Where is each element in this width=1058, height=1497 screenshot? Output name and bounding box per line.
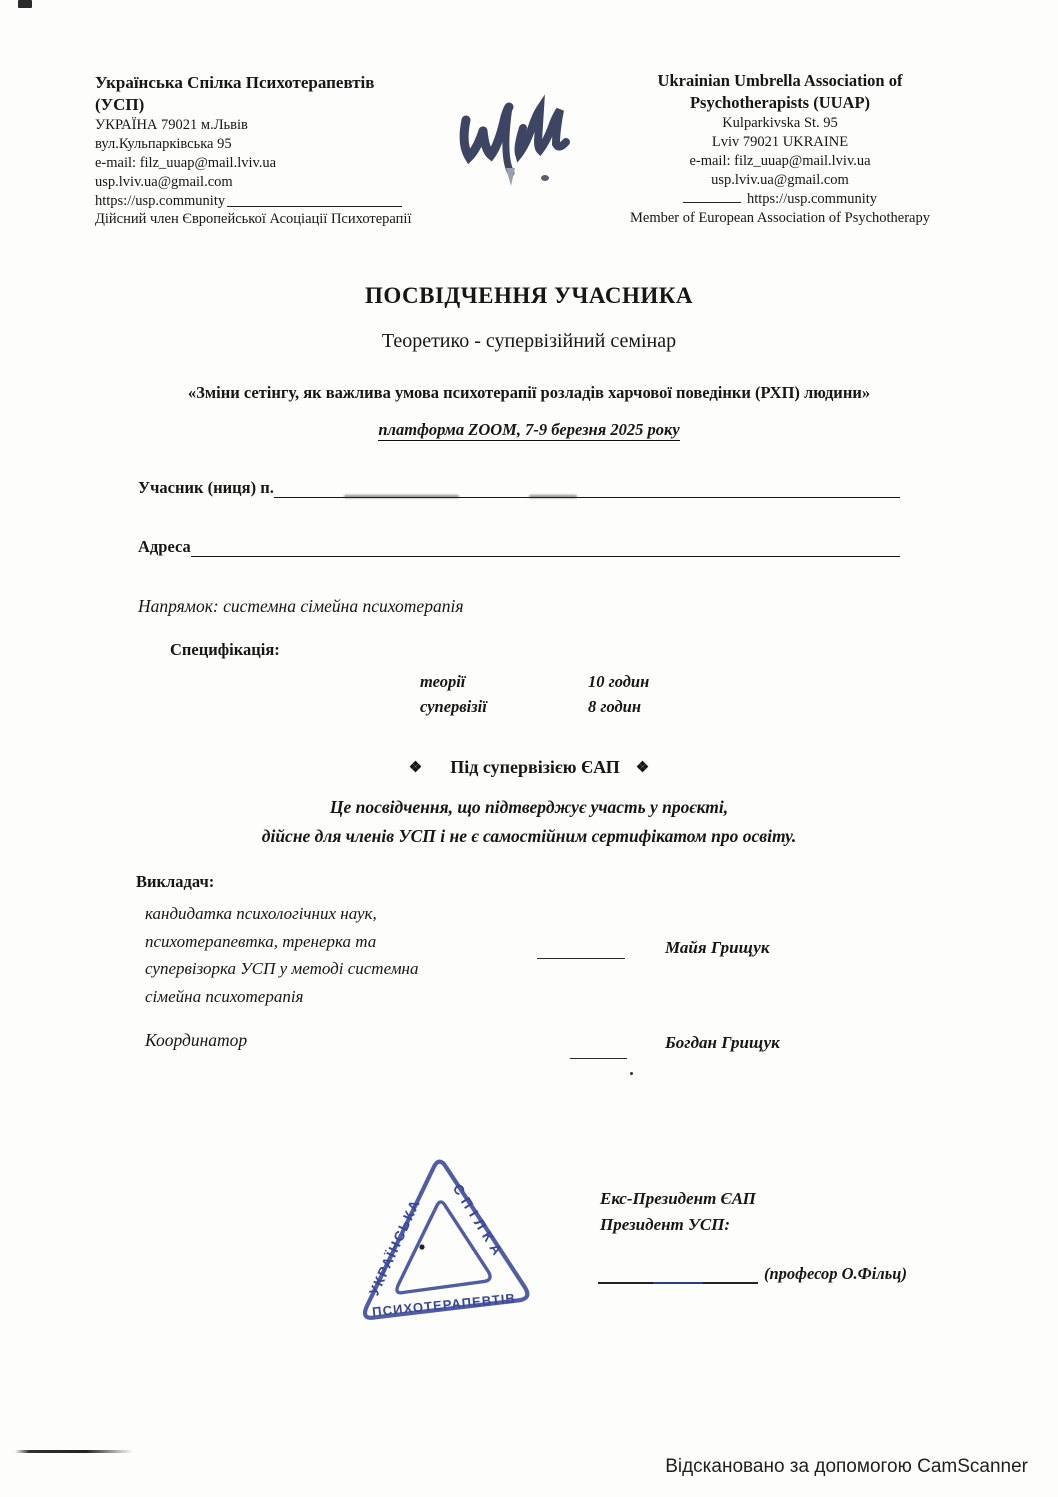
org-website: https://usp.community (95, 192, 226, 209)
org-email1: e-mail: filz_uuap@mail.lviv.ua (95, 154, 277, 171)
scan-speck (18, 0, 32, 8)
signatory-title2: Президент УСП: (600, 1214, 731, 1234)
org-name-en-line1: Ukrainian Umbrella Association of (657, 71, 903, 90)
scan-line-artifact (15, 1450, 133, 1453)
teacher-signature-line (537, 938, 625, 959)
president-signature-row (598, 1262, 907, 1284)
org-membership-ua: Дійсний член Європейської Асоціації Психотерапії (95, 211, 412, 228)
president-signature-line (598, 1262, 758, 1284)
address-label: Адреса (138, 537, 191, 556)
coordinator-name: Богдан Грищук (665, 1033, 780, 1052)
org-header-left (95, 72, 435, 229)
certificate-subtitle: Теоретико - супервізійний семінар (381, 330, 677, 352)
participant-row (138, 477, 900, 498)
platform-date-line: платформа ZOOM, 7-9 березня 2025 року (378, 420, 680, 439)
diamond-bullet-icon: ❖ (635, 760, 650, 776)
participant-blank-line (274, 477, 900, 498)
stamp-text-left: УКРАЇНСЬКА (365, 1196, 424, 1298)
hours-label: теорії (420, 672, 466, 691)
supervision-text: Під супервізією ЄАП (450, 757, 620, 777)
signatory-title1: Екс-Президент ЄАП (600, 1189, 756, 1208)
diamond-bullet-icon: ❖ (408, 760, 423, 776)
logo-grey-tip (506, 168, 515, 186)
signatory-titles (600, 1186, 756, 1237)
camscanner-attribution: Відскановано за допомогою CamScanner (665, 1456, 1028, 1477)
org-address-en1: Kulparkivska St. 95 (722, 114, 838, 131)
teacher-desc-line: кандидатка психологічних наук, (145, 904, 377, 923)
teacher-desc-line: супервізорка УСП у методі системна (145, 959, 419, 979)
org-email-en2: usp.lviv.ua@gmail.com (711, 171, 849, 188)
stamp-text-right: СПІЛКА (449, 1180, 509, 1263)
stamp-text-bottom: ПСИХОТЕРАПЕВТІВ (371, 1290, 517, 1320)
org-name-ua: Українська Спілка Психотерапевтів (95, 73, 375, 92)
address-row (138, 536, 900, 557)
stamp-ink-speck (419, 1244, 424, 1249)
org-membership-en: Member of European Association of Psychotherapy (630, 210, 930, 227)
note-line1: Це посвідчення, що підтверджує участь у проєкті, (329, 797, 729, 817)
underline-rule (227, 206, 402, 207)
certificate-title: ПОСВІДЧЕННЯ УЧАСНИКА (364, 283, 694, 308)
participant-label: Учасник (ниця) п. (138, 478, 274, 497)
coordinator-label: Координатор (145, 1030, 248, 1050)
hours-value: 8 годин (588, 697, 642, 716)
address-blank-line (191, 536, 900, 557)
org-stamp (342, 1146, 542, 1331)
org-email2: usp.lviv.ua@gmail.com (95, 173, 233, 190)
hours-value: 10 годин (588, 672, 650, 691)
org-address-line1: УКРАЇНА 79021 м.Львів (95, 117, 248, 134)
ink-trace (653, 1282, 703, 1284)
svg-text:ПСИХОТЕРАПЕВТІВ (371, 1290, 517, 1319)
org-address-en2: Lviv 79021 UKRAINE (711, 133, 849, 150)
supervision-line (0, 757, 1058, 778)
specification-label: Специфікація: (170, 640, 280, 659)
coordinator-signature-line (570, 1040, 627, 1059)
org-logo (452, 86, 574, 194)
teacher-description (145, 900, 485, 1011)
org-abbr-ua: (УСП) (95, 95, 145, 115)
org-name-en-line2: Psychotherapists (UUAP) (689, 92, 871, 112)
teacher-name: Майя Грищук (665, 938, 770, 957)
erased-smudge (529, 495, 577, 498)
org-email-en1: e-mail: filz_uuap@mail.lviv.ua (689, 152, 871, 169)
org-address-line2: вул.Кульпарківська 95 (95, 136, 232, 153)
org-header-right (585, 70, 975, 228)
teacher-desc-line: психотерапевтка, тренерка та (145, 931, 377, 951)
scan-dot (630, 1072, 633, 1075)
signatory-name: (професор О.Фільц) (764, 1264, 907, 1283)
hours-label: супервізії (420, 697, 487, 716)
hours-row-theory (420, 672, 840, 692)
logo-speck (541, 175, 549, 181)
teacher-label: Викладач: (136, 872, 215, 891)
org-website-en: https://usp.community (746, 191, 878, 208)
seminar-title: «Зміни сетінгу, як важлива умова психотерапії розладів харчової поведінки (РХП) людини» (187, 383, 871, 402)
underline-stub (683, 202, 741, 203)
hours-row-supervision (420, 697, 840, 717)
erased-smudge (344, 495, 459, 498)
svg-text:СПІЛКА (449, 1180, 508, 1264)
teacher-desc-line: сімейна психотерапія (145, 987, 304, 1007)
direction-line: Напрямок: системна сімейна психотерапія (138, 596, 464, 616)
note-line2: дійсне для членів УСП і не є самостійним сертифікатом про освіту. (261, 826, 797, 846)
